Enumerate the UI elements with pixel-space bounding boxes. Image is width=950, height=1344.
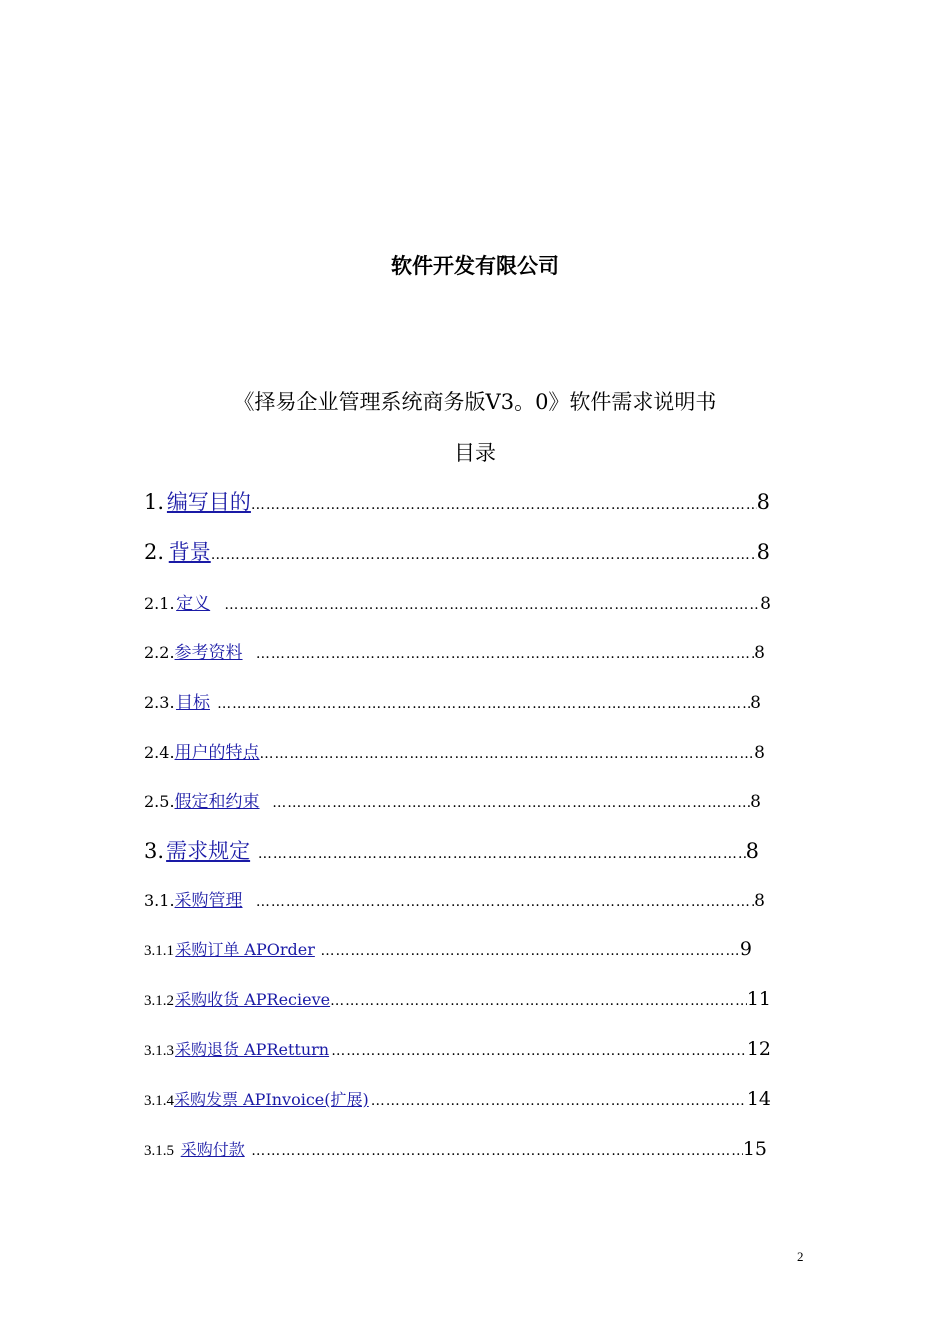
toc-heading: 目录 [454, 441, 496, 465]
toc-entry[interactable] [144, 937, 752, 961]
toc-entry-number: 3. [144, 839, 165, 863]
toc-entry-number: 1. [144, 490, 165, 514]
toc-entry-number: 3.1.4 [144, 1093, 174, 1109]
toc-leader-dots [251, 497, 757, 513]
toc-entry-link[interactable]: 定义 [176, 594, 211, 614]
toc-entry-link[interactable]: 用户的特点 [174, 743, 260, 763]
toc-entry-link[interactable]: 采购收货 APRecieve [175, 990, 331, 1009]
toc-entry[interactable] [144, 486, 770, 516]
toc-entry-link[interactable]: 采购发票 APInvoice(扩展) [174, 1090, 369, 1109]
toc-entry[interactable] [144, 787, 761, 813]
toc-leader-dots [330, 993, 747, 1009]
toc-entry-number: 2.1. [144, 594, 175, 613]
toc-entry[interactable] [144, 1137, 767, 1161]
toc-entry[interactable] [144, 738, 765, 764]
toc-entry-page: 8 [756, 540, 770, 564]
toc-entry-number: 3.1. [144, 891, 175, 910]
toc-entry-link[interactable]: 编写目的 [166, 490, 251, 514]
toc-entry-link[interactable]: 假定和约束 [174, 792, 260, 812]
toc-entry-page: 15 [742, 1138, 767, 1160]
toc-leader-dots [251, 1143, 743, 1159]
toc-leader-dots [256, 894, 754, 910]
toc-leader-dots [331, 1043, 747, 1059]
toc-leader-dots [371, 1093, 747, 1109]
toc-entry-page: 12 [746, 1038, 772, 1060]
toc-entry-link[interactable]: 背景 [168, 540, 211, 564]
page-number: 2 [797, 1249, 804, 1264]
toc-entry-number: 2.3. [144, 693, 175, 712]
toc-entry-page: 8 [750, 693, 761, 713]
toc-entry-page: 14 [746, 1088, 771, 1110]
toc-entry-number: 2. [144, 540, 165, 564]
toc-entry-page: 8 [745, 839, 759, 863]
toc-entry-number: 3.1.3 [144, 1043, 174, 1059]
toc-entry-page: 9 [739, 938, 752, 960]
toc-leader-dots [256, 646, 754, 662]
toc-entry[interactable] [144, 1037, 771, 1061]
toc-entry-link[interactable]: 采购付款 [180, 1140, 245, 1159]
toc-entry-link[interactable]: 需求规定 [166, 839, 251, 863]
toc-entry[interactable] [144, 1087, 771, 1111]
toc-entry[interactable] [144, 589, 771, 615]
toc-entry-page: 8 [750, 792, 761, 812]
company-name: 软件开发有限公司 [391, 254, 559, 278]
toc-entry-number: 2.5. [144, 792, 175, 811]
toc-entry-page: 8 [754, 743, 765, 763]
toc-entry[interactable] [144, 886, 765, 912]
toc-leader-dots [258, 846, 746, 862]
toc-entry-page: 11 [746, 988, 771, 1010]
toc-entry-number: 3.1.1 [144, 943, 174, 959]
toc-entry-number: 2.2. [144, 643, 175, 662]
toc-entry-number: 2.4. [144, 743, 175, 762]
toc-leader-dots [260, 746, 755, 762]
toc-entry-link[interactable]: 采购订单 APOrder [175, 940, 315, 959]
toc-entry[interactable] [144, 688, 761, 714]
toc-entry-link[interactable]: 目标 [175, 693, 210, 713]
toc-entry-page: 8 [756, 490, 770, 514]
toc-leader-dots [272, 795, 750, 811]
toc-entry-page: 8 [760, 594, 771, 614]
toc-leader-dots [224, 597, 760, 613]
toc-entry-link[interactable]: 参考资料 [174, 643, 243, 663]
toc-entry[interactable] [144, 835, 759, 865]
toc-entry[interactable] [144, 987, 771, 1011]
toc-entry-link[interactable]: 采购退货 APRetturn [175, 1040, 330, 1059]
toc-entry-number: 3.1.2 [144, 993, 174, 1009]
document-title: 《择易企业管理系统商务版V3。0》软件需求说明书 [233, 390, 717, 414]
toc-entry-number: 3.1.5 [144, 1143, 174, 1159]
toc-leader-dots [217, 696, 750, 712]
toc-entry[interactable] [144, 638, 765, 664]
toc-entry-page: 8 [754, 643, 765, 663]
toc-entry[interactable] [144, 536, 770, 566]
toc-leader-dots [211, 547, 757, 563]
toc-leader-dots [320, 943, 739, 959]
toc-entry-link[interactable]: 采购管理 [174, 891, 243, 911]
toc-entry-page: 8 [754, 891, 765, 911]
